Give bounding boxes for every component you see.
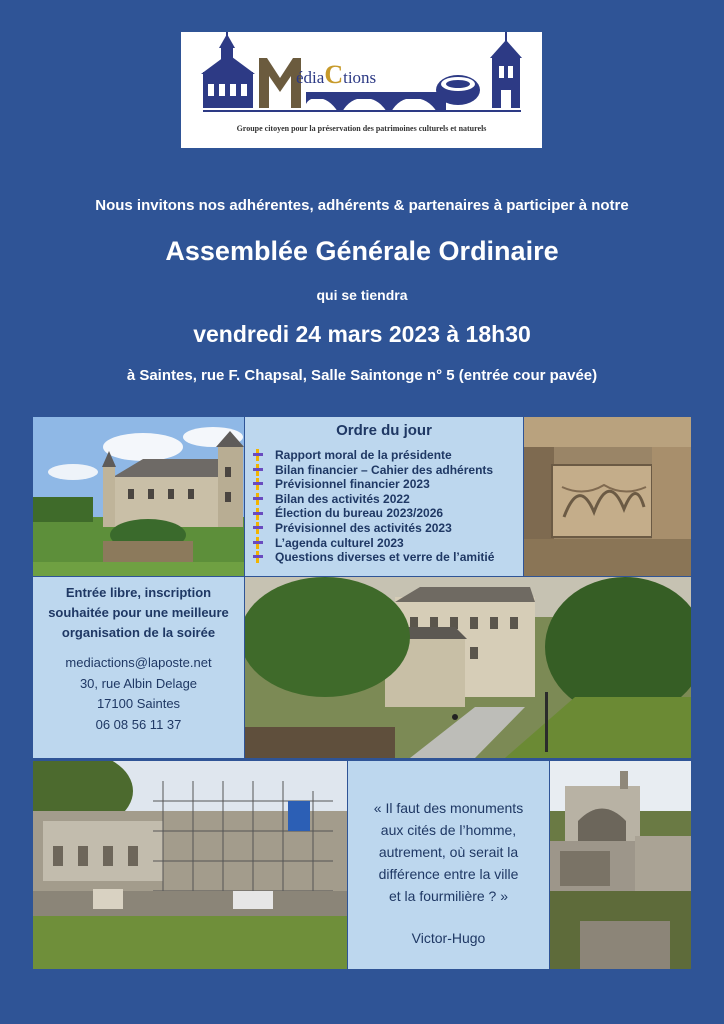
agenda-item: L’agenda culturel 2023 xyxy=(253,536,494,551)
contact-address: 30, rue Albin Delage xyxy=(79,675,198,691)
tiendra-text: qui se tiendra xyxy=(316,287,408,303)
cross-bullet-icon xyxy=(253,551,267,563)
contact-phone: 06 08 56 11 37 xyxy=(95,716,182,732)
agenda-item: Questions diverses et verre de l’amitié xyxy=(253,550,494,565)
quote-author: Victor-Hugo xyxy=(411,930,486,946)
cross-bullet-icon xyxy=(253,537,267,549)
entry-info: Entrée libre, inscription souhaitée pour une meilleure organisation de la soirée xyxy=(48,585,229,640)
scaffolding-photo xyxy=(33,761,347,969)
cross-bullet-icon xyxy=(253,522,267,534)
quote-panel xyxy=(348,761,549,969)
agenda-item: Prévisionnel des activités 2023 xyxy=(253,521,494,536)
agenda-item: Prévisionnel financier 2023 xyxy=(253,477,494,492)
contact-email[interactable]: mediactions@laposte.net xyxy=(65,655,212,670)
invitation-text: Nous invitons nos adhérentes, adhérents & partenaires à participer à notre xyxy=(95,197,629,214)
ruins-photo xyxy=(550,761,691,969)
agenda-list xyxy=(253,448,494,565)
cross-bullet-icon xyxy=(253,449,267,461)
cross-bullet-icon xyxy=(253,464,267,476)
town-view-photo xyxy=(245,577,691,758)
cross-bullet-icon xyxy=(253,508,267,520)
chateau-photo xyxy=(33,417,244,576)
quote-text: « Il faut des monuments aux cités de l’homme, autrement, où serait la différence entre la ville et la fourmilière ? » xyxy=(373,800,524,904)
event-date: vendredi 24 mars 2023 à 18h30 xyxy=(193,321,531,347)
logo-tagline: Groupe citoyen pour la préservation des patrimoines culturels et naturels xyxy=(236,124,487,133)
contact-block xyxy=(33,653,244,735)
event-location: à Saintes, rue F. Chapsal, Salle Saintonge n° 5 (entrée cour pavée) xyxy=(126,367,598,384)
agenda-title: Ordre du jour xyxy=(336,422,432,439)
info-panel xyxy=(33,577,244,758)
stone-carving-photo xyxy=(524,417,691,576)
agenda-item: Rapport moral de la présidente xyxy=(253,448,494,463)
cross-bullet-icon xyxy=(253,493,267,505)
logo-mediactions xyxy=(181,32,542,148)
cross-bullet-icon xyxy=(253,478,267,490)
agenda-item: Bilan financier – Cahier des adhérents xyxy=(253,463,494,478)
event-title: Assemblée Générale Ordinaire xyxy=(165,236,559,266)
logo-wordmark: édiaCtions xyxy=(296,60,377,89)
agenda-item: Élection du bureau 2023/2026 xyxy=(253,506,494,521)
contact-city: 17100 Saintes xyxy=(96,696,181,711)
agenda-panel xyxy=(245,417,523,576)
agenda-item: Bilan des activités 2022 xyxy=(253,492,494,507)
